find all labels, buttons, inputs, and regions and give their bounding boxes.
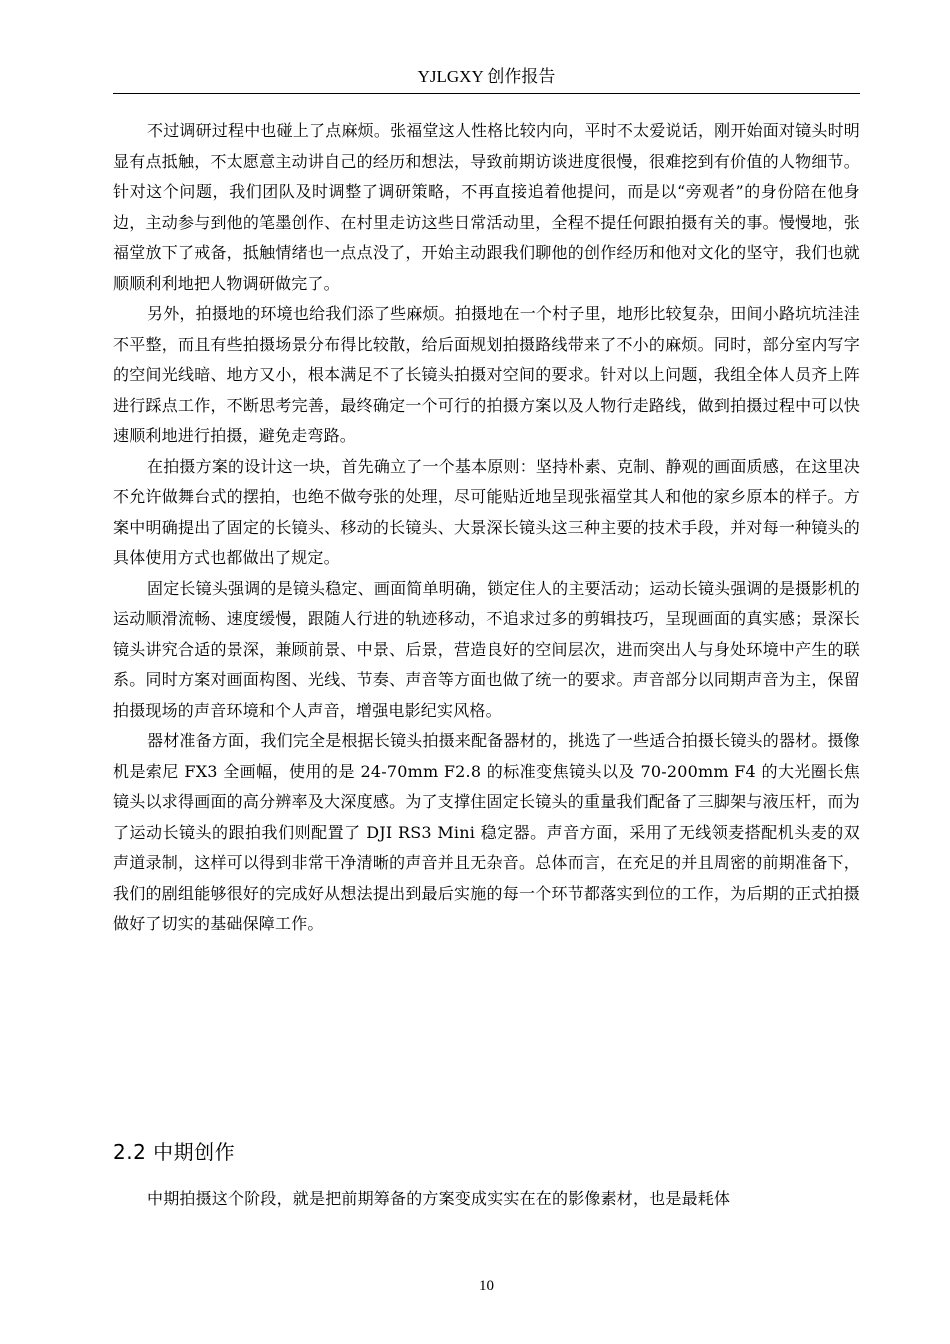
paragraph-shooting-plan: 在拍摄方案的设计这一块，首先确立了一个基本原则：坚持朴素、克制、静观的画面质感，在这里决不允许做舞台式的摆拍，也绝不做夸张的处理，尽可能贴近地呈现张福堂其人和他的家乡原本的样子。方案中明确提出了固定的长镜头、移动的长镜头、大景深长镜头这三种主要的技术手段，并对每一种镜头的具体使用方式也都做出了规定。 [113,456,860,567]
paragraph-mid-production: 中期拍摄这个阶段，就是把前期筹备的方案变成实实在在的影像素材，也是最耗体 [147,1189,731,1208]
section-heading: 2.2 中期创作 [113,1140,236,1164]
body-text [113,116,860,940]
paragraph-location-environment: 另外，拍摄地的环境也给我们添了些麻烦。拍摄地在一个村子里，地形比较复杂，田间小路坑坑洼洼不平整，而且有些拍摄场景分布得比较散，给后面规划拍摄路线带来了不小的麻烦。同时，部分室内写字的空间光线暗、地方又小，根本满足不了长镜头拍摄对空间的要求。针对以上问题，我组全体人员齐上阵进行踩点工作，不断思考完善，最终确定一个可行的拍摄方案以及人物行走路线，做到拍摄过程中可以快速顺利地进行拍摄，避免走弯路。 [113,304,860,445]
running-header: YJLGXY 创作报告 [417,67,556,86]
header-divider [113,93,860,94]
paragraph-equipment: 器材准备方面，我们完全是根据长镜头拍摄来配备器材的，挑选了一些适合拍摄长镜头的器材。摄像机是索尼 FX3 全画幅，使用的是 24-70mm F2.8 的标准变焦镜头以及 70-200mm F4 的大光圈长焦镜头以求得画面的高分辨率及大深度感。为了支撑住固定长镜头的重量我们配备了三脚架与液压杆，而为了运动长镜头的跟拍我们则配置了 DJI RS3 Mini 稳定器。声音方面，采用了无线领麦搭配机头麦的双声道录制，这样可以得到非常干净清晰的声音并且无杂音。总体而言，在充足的并且周密的前期准备下，我们的剧组能够很好的完成好从想法提出到最后实施的每一个环节都落实到位的工作，为后期的正式拍摄做好了切实的基础保障工作。 [113,731,860,933]
section-body [113,1184,860,1215]
page-number: 10 [479,1278,494,1294]
paragraph-long-take-types: 固定长镜头强调的是镜头稳定、画面简单明确，锁定住人的主要活动；运动长镜头强调的是摄影机的运动顺滑流畅、速度缓慢，跟随人行进的轨迹移动，不追求过多的剪辑技巧，呈现画面的真实感；景深长镜头讲究合适的景深，兼顾前景、中景、后景，营造良好的空间层次，进而突出人与身处环境中产生的联系。同时方案对画面构图、光线、节奏、声音等方面也做了统一的要求。声音部分以同期声音为主，保留拍摄现场的声音环境和个人声音，增强电影纪实风格。 [113,578,860,720]
paragraph-research-difficulty: 不过调研过程中也碰上了点麻烦。张福堂这人性格比较内向，平时不太爱说话，刚开始面对镜头时明显有点抵触，不太愿意主动讲自己的经历和想法，导致前期访谈进度很慢，很难挖到有价值的人物细节。针对这个问题，我们团队及时调整了调研策略，不再直接追着他提问，而是以“旁观者”的身份陪在他身边，主动参与到他的笔墨创作、在村里走访这些日常活动里，全程不提任何跟拍摄有关的事。慢慢地，张福堂放下了戒备，抵触情绪也一点点没了，开始主动跟我们聊他的创作经历和他对文化的坚守，我们也就顺顺利利地把人物调研做完了。 [113,121,860,293]
